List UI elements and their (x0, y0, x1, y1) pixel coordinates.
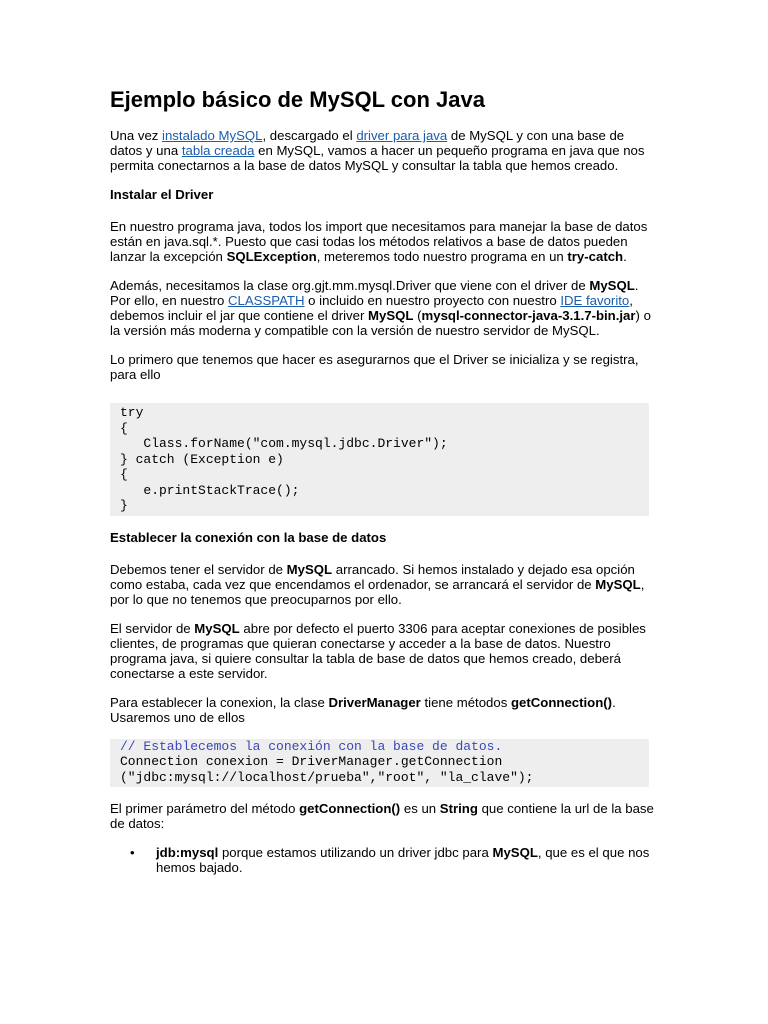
paragraph-first-parameter: El primer parámetro del método getConnection() es un String que contiene la url de la base de datos: (110, 801, 654, 831)
intro-paragraph: Una vez instalado MySQL, descargado el driver para java de MySQL y con una base de datos y una tabla creada en MySQL, vamos a hacer un pequeño programa en java que nos permita conectarnos a la base de datos MySQL y consultar la tabla que hemos creado. (110, 128, 645, 173)
code-text: Connection conexion = DriverManager.getConnection ("jdbc:mysql://localhost/prueba","root", "la_clave"); (120, 754, 534, 785)
link-classpath[interactable]: CLASSPATH (228, 293, 305, 308)
document-page (110, 86, 658, 875)
paragraph-driver-manager: Para establecer la conexion, la clase DriverManager tiene métodos getConnection(). Usaremos uno de ellos (110, 694, 616, 725)
code-block-load-driver (110, 403, 649, 516)
code-comment: // Establecemos la conexión con la base de datos. (120, 738, 503, 754)
paragraph-port: El servidor de MySQL abre por defecto el puerto 3306 para aceptar conexiones de posibles clientes, de programas que quieran conectarse y acceder a la base de datos. Nuestro programa java, si quiere consultar la tabla de base de datos que hemos creado, deberá conectarse a este servidor. (110, 620, 646, 681)
url-parts-list (110, 845, 658, 875)
code-block-connection (110, 739, 649, 788)
paragraph-register-driver: Lo primero que tenemos que hacer es asegurarnos que el Driver se inicializa y se registra, para ello (110, 352, 639, 382)
link-ide-favorito[interactable]: IDE favorito (560, 293, 630, 308)
paragraph-server-running: Debemos tener el servidor de MySQL arrancado. Si hemos instalado y dejado esa opción como estaba, cada vez que encendamos el ordenador, se arrancará el servidor de MySQL, por lo que no tenemos que preocuparnos por ello. (110, 561, 645, 607)
code-text: try { Class.forName("com.mysql.jdbc.Driver"); } catch (Exception e) { e.printStackTrace(); } (120, 405, 448, 513)
page-title: Ejemplo básico de MySQL con Java (110, 87, 485, 112)
list-item: • jdb:mysql porque estamos utilizando un driver jdbc para MySQL, que es el que nos hemos bajado. (130, 845, 650, 875)
section-heading-establecer-conexion: Establecer la conexión con la base de datos (110, 529, 387, 545)
link-instalado-mysql[interactable]: instalado MySQL (162, 128, 263, 143)
section-heading-instalar-driver: Instalar el Driver (110, 187, 214, 202)
paragraph-imports: En nuestro programa java, todos los import que necesitamos para manejar la base de datos están en java.sql.*. Puesto que casi todas los métodos relativos a base de datos pueden lanzar la excepción SQLException, meteremos todo nuestro programa en un try-catch. (110, 219, 648, 264)
bullet-icon: • (130, 845, 135, 860)
paragraph-driver-class: Además, necesitamos la clase org.gjt.mm.mysql.Driver que viene con el driver de MySQL. Por ello, en nuestro CLASSPATH o incluido en nuestro proyecto con nuestro IDE favorito, debemos incluir el jar que contiene el driver MySQL (mysql-connector-java-3.1.7-bin.jar) o la versión más moderna y compatible con la versión de nuestro servidor de MySQL. (110, 278, 651, 338)
link-tabla-creada[interactable]: tabla creada (181, 143, 255, 158)
link-driver-para-java[interactable]: driver para java (356, 128, 448, 143)
